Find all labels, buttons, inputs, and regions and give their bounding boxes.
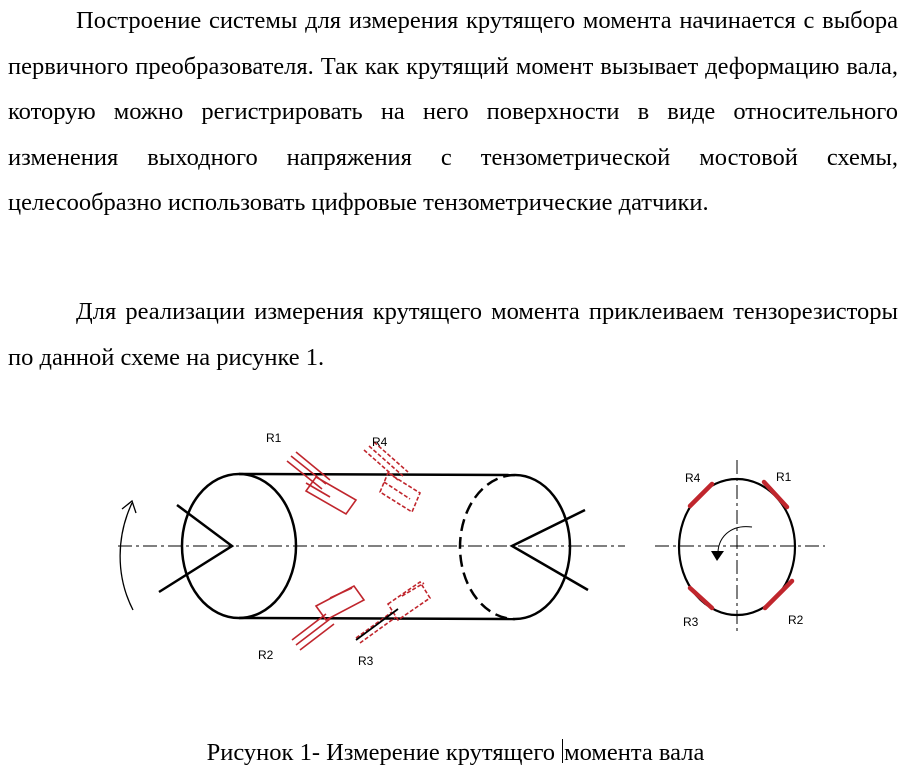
text-cursor xyxy=(562,739,563,763)
gauge-r4-cross xyxy=(690,484,712,506)
torque-arrowhead-icon xyxy=(711,551,724,561)
label-r3-side: R3 xyxy=(358,654,374,668)
paragraph-1: Построение системы для измерения крутящего момента начинается с выбора первичного преобразователя. Так как крутящий момент вызывает деформацию вала, которую можно регистрировать на него поверхности в виде относительного изменения выходного напряжения с тензометрической мостовой схемы, целесообразно использовать цифровые тензометрические датчики. xyxy=(8,7,898,216)
label-r4-side: R4 xyxy=(372,435,388,449)
label-r2-cross: R2 xyxy=(788,613,804,627)
shaft-top-edge xyxy=(239,474,515,475)
caption-text-end: момента вала xyxy=(564,739,705,766)
figure-shaft-torque xyxy=(0,420,911,670)
gauge-r2-cross xyxy=(765,581,792,608)
shaft-bottom-edge xyxy=(239,618,515,619)
rotation-arrow-icon xyxy=(120,503,133,610)
gauge-r3-cross xyxy=(690,588,712,608)
paragraph-2: Для реализации измерения крутящего момента приклеиваем тензорезисторы по данной схеме на рисунке 1. xyxy=(8,298,898,371)
label-r2-side: R2 xyxy=(258,648,274,662)
caption-text-start: Рисунок 1- Измерение крутящего xyxy=(206,739,556,766)
shaft-right-end-back xyxy=(460,475,515,619)
label-r1-side: R1 xyxy=(266,431,282,445)
left-v-symbol xyxy=(159,505,232,592)
gauge-r1-side xyxy=(287,452,356,514)
shaft-right-end-front xyxy=(515,475,570,619)
label-r4-cross: R4 xyxy=(685,471,701,485)
shaft-cross-section xyxy=(655,460,825,633)
label-r1-cross: R1 xyxy=(776,470,792,484)
gauge-r4-side xyxy=(364,442,420,512)
figure-caption xyxy=(0,736,911,770)
gauge-r1-cross xyxy=(764,482,787,507)
cross-section-gauges xyxy=(690,482,792,608)
label-r3-cross: R3 xyxy=(683,615,699,629)
shaft-side-view xyxy=(118,474,625,619)
right-v-symbol xyxy=(512,510,588,590)
